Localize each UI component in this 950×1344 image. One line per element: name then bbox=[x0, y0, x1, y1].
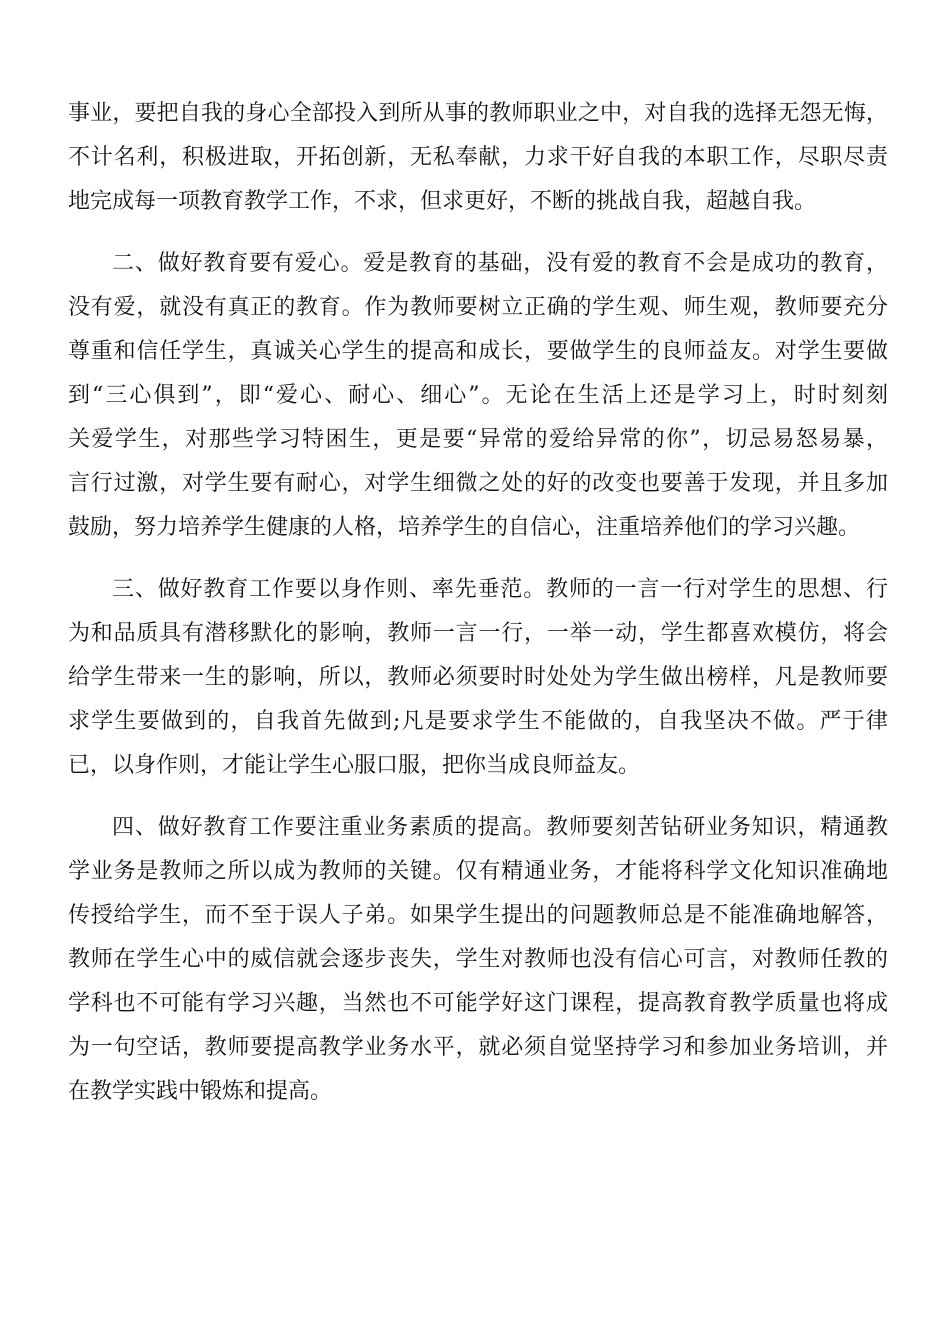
text-line: 学科也不可能有学习兴趣，当然也不可能学好这门课程，提高教育教学质量也将成 bbox=[68, 991, 888, 1016]
text-line: 二、做好教育要有爱心。爱是教育的基础，没有爱的教育不会是成功的教育， bbox=[112, 251, 888, 276]
text-line: 言行过激，对学生要有耐心，对学生细微之处的好的改变也要善于发现，并且多加 bbox=[68, 471, 888, 496]
text-line: 给学生带来一生的影响，所以，教师必须要时时处处为学生做出榜样，凡是教师要 bbox=[68, 665, 888, 690]
paragraph-3 bbox=[68, 568, 888, 788]
text-line: 到“三心俱到”，即“爱心、耐心、细心”。无论在生活上还是学习上，时时刻刻 bbox=[68, 383, 888, 408]
text-line: 关爱学生，对那些学习特困生，更是要“异常的爱给异常的你”，切忌易怒易暴， bbox=[68, 427, 888, 452]
text-line: 已，以身作则，才能让学生心服口服，把你当成良师益友。 bbox=[68, 753, 641, 778]
text-line: 四、做好教育工作要注重业务素质的提高。教师要刻苦钻研业务知识，精通教 bbox=[112, 815, 888, 840]
text-line: 尊重和信任学生，真诚关心学生的提高和成长，要做学生的良师益友。对学生要做 bbox=[68, 339, 888, 364]
text-line: 为和品质具有潜移默化的影响，教师一言一行，一举一动，学生都喜欢模仿，将会 bbox=[68, 621, 888, 646]
text-line: 为一句空话，教师要提高教学业务水平，就必须自觉坚持学习和参加业务培训，并 bbox=[68, 1035, 888, 1060]
text-line: 传授给学生，而不至于误人子弟。如果学生提出的问题教师总是不能准确地解答， bbox=[68, 903, 888, 928]
text-line: 没有爱，就没有真正的教育。作为教师要树立正确的学生观、师生观，教师要充分 bbox=[68, 295, 888, 320]
text-line: 求学生要做到的，自我首先做到;凡是要求学生不能做的，自我坚决不做。严于律 bbox=[68, 709, 888, 734]
paragraph-1 bbox=[68, 92, 888, 224]
text-line: 教师在学生心中的威信就会逐步丧失，学生对教师也没有信心可言，对教师任教的 bbox=[68, 947, 888, 972]
text-line: 鼓励，努力培养学生健康的人格，培养学生的自信心，注重培养他们的学习兴趣。 bbox=[68, 515, 861, 540]
text-line: 事业，要把自我的身心全部投入到所从事的教师职业之中，对自我的选择无怨无悔， bbox=[68, 101, 888, 126]
text-line: 地完成每一项教育教学工作，不求，但求更好，不断的挑战自我，超越自我。 bbox=[68, 189, 817, 214]
text-line: 三、做好教育工作要以身作则、率先垂范。教师的一言一行对学生的思想、行 bbox=[112, 577, 888, 602]
text-line: 学业务是教师之所以成为教师的关键。仅有精通业务，才能将科学文化知识准确地 bbox=[68, 859, 888, 884]
paragraph-4 bbox=[68, 806, 888, 1114]
text-line: 不计名利，积极进取，开拓创新，无私奉献，力求干好自我的本职工作，尽职尽责 bbox=[68, 145, 888, 170]
document-body bbox=[68, 92, 888, 1114]
paragraph-2 bbox=[68, 242, 888, 550]
text-line: 在教学实践中锻炼和提高。 bbox=[68, 1079, 333, 1104]
